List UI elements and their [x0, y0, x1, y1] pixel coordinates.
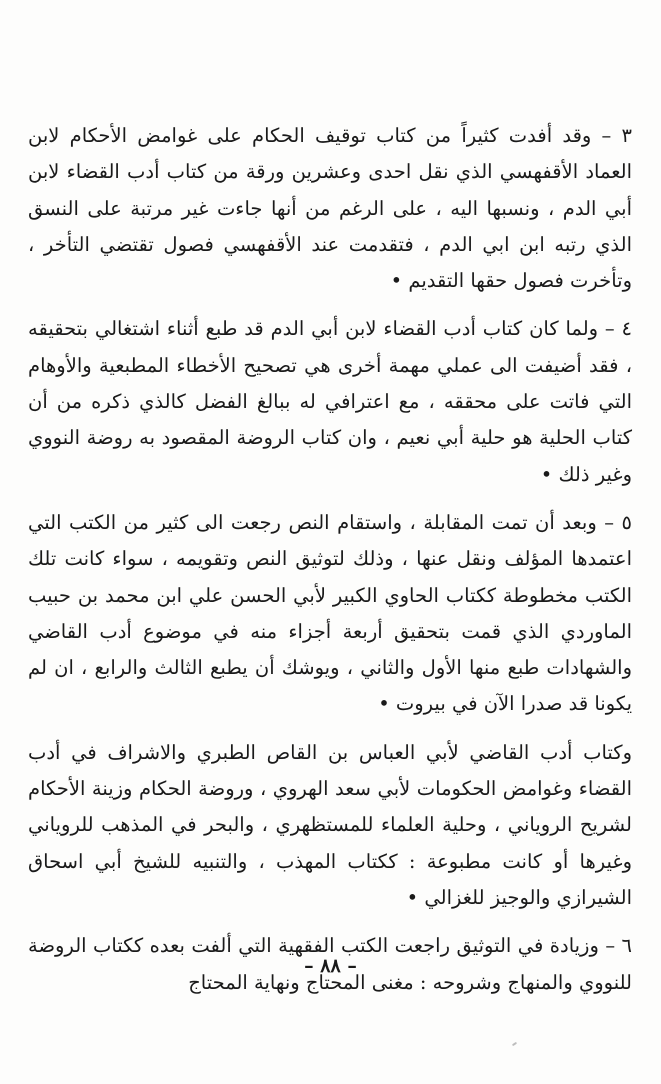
page-number: – ٨٨ – [304, 955, 357, 977]
paragraph-5-continued: وكتاب أدب القاضي لأبي العباس بن القاص الطبري والاشراف في أدب القضاء وغوامض الحكومات لأبي سعد الهروي ، وروضة الحكام وزينة الأحكام لشريح الروياني ، وحلية العلماء للمستظهري ، والبحر في المذهب للروياني وغيرها أو كانت مطبوعة : ككتاب المهذب ، والتنبيه للشيخ أبي اسحاق الشيرازي والوجيز للغزالي • [28, 740, 632, 909]
paragraph-5: ٥ – وبعد أن تمت المقابلة ، واستقام النص رجعت الى كثير من الكتب التي اعتمدها المؤلف ونقل عنها ، وذلك لتوثيق النص وتقويمه ، سواء كانت تلك الكتب مخطوطة ككتاب الحاوي الكبير لأبي الحسن علي ابن محمد بن حبيب الماوردي الذي قمت بتحقيق أربعة أجزاء منه في موضوع أدب القاضي والشهادات طبع منها الأول والثاني ، ويوشك أن يطبع الثالث والرابع ، ان لم يكونا قد صدرا الآن في بيروت • [28, 510, 632, 716]
scan-speck [512, 1042, 517, 1047]
body-text [28, 118, 632, 1001]
paragraph-4: ٤ – ولما كان كتاب أدب القضاء لابن أبي الدم قد طبع أثناء اشتغالي بتحقيقه ، فقد أضيفت الى عملي مهمة أخرى هي تصحيح الأخطاء المطبعية والأوهام التي فاتت على محققه ، مع اعترافي له ببالغ الفضل كالذي ذكره من أن كتاب الحلية هو حلية أبي نعيم ، وان كتاب الروضة المقصود به روضة النووي وغير ذلك • [28, 317, 632, 486]
paragraph-3: ٣ – وقد أفدت كثيراً من كتاب توقيف الحكام على غوامض الأحكام لابن العماد الأقفهسي الذي نقل احدى وعشرين ورقة من كتاب أدب القضاء لابن أبي الدم ، ونسبها اليه ، على الرغم من أنها جاءت غير مرتبة على النسق الذي رتبه ابن ابي الدم ، فتقدمت عند الأقفهسي فصول تقتضي التأخر ، وتأخرت فصول حقها التقديم • [28, 124, 632, 293]
paragraph-6: ٦ – وزيادة في التوثيق راجعت الكتب الفقهية التي ألفت بعده ككتاب الروضة للنووي والمنهاج وشروحه : مغنى المحتاج ونهاية المحتاج [28, 934, 632, 994]
